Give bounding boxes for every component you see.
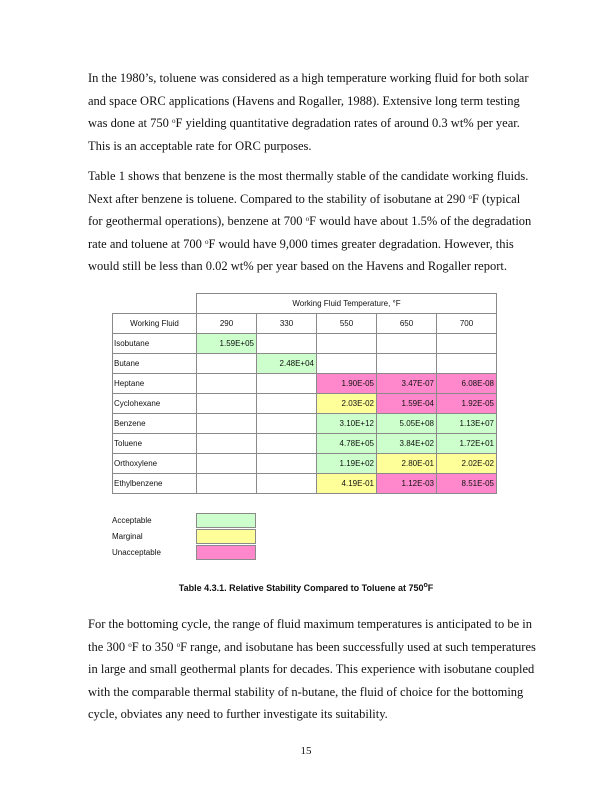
stability-value-cell: 2.03E-02 xyxy=(317,394,377,414)
stability-value-cell: 1.92E-05 xyxy=(437,394,497,414)
legend-swatch xyxy=(196,529,256,544)
fluid-name-cell: Isobutane xyxy=(113,334,197,354)
text-line: would still be less than 0.02 wt% per year based on the Havens and Rogaller report. xyxy=(88,259,507,273)
text-segment: was done at 750 xyxy=(88,116,173,130)
stability-value-cell: 1.19E+02 xyxy=(317,454,377,474)
fluid-name-cell: Ethylbenzene xyxy=(113,474,197,494)
table-super-header: Working Fluid Temperature, °F xyxy=(197,294,497,314)
stability-value-cell: 3.47E-07 xyxy=(377,374,437,394)
legend-label: Marginal xyxy=(112,532,143,541)
stability-value-cell: 2.48E+04 xyxy=(257,354,317,374)
paragraph-bottoming-cycle xyxy=(88,613,536,726)
stability-value-cell xyxy=(257,394,317,414)
table-caption xyxy=(0,583,612,593)
fluid-name-cell: Cyclohexane xyxy=(113,394,197,414)
table-header-working-fluid: Working Fluid xyxy=(113,314,197,334)
stability-value-cell xyxy=(257,334,317,354)
fluid-name-cell: Butane xyxy=(113,354,197,374)
legend-label: Unacceptable xyxy=(112,548,161,557)
fluid-name-cell: Orthoxylene xyxy=(113,454,197,474)
table-header-temperature: 290 xyxy=(197,314,257,334)
stability-value-cell: 6.08E-08 xyxy=(437,374,497,394)
stability-value-cell: 1.12E-03 xyxy=(377,474,437,494)
stability-value-cell: 8.51E-05 xyxy=(437,474,497,494)
stability-value-cell: 4.19E-01 xyxy=(317,474,377,494)
stability-value-cell xyxy=(197,374,257,394)
stability-value-cell: 5.05E+08 xyxy=(377,414,437,434)
degree-superscript: o xyxy=(423,582,428,589)
degree-superscript: o xyxy=(468,192,472,201)
stability-value-cell xyxy=(437,334,497,354)
stability-value-cell xyxy=(257,374,317,394)
text-line xyxy=(88,210,532,233)
table-row xyxy=(113,374,497,394)
text-line: This is an acceptable rate for ORC purposes. xyxy=(88,138,312,153)
text-line: with the comparable thermal stability of n-butane, the fluid of choice for the bottoming xyxy=(88,684,524,699)
text-segment: F would have about 1.5% of the degradation xyxy=(309,214,532,228)
degree-superscript: o xyxy=(176,640,181,649)
stability-value-cell: 1.90E-05 xyxy=(317,374,377,394)
text-line: In the 1980’s, toluene was considered as a high temperature working fluid for both solar xyxy=(88,71,529,85)
text-line xyxy=(88,636,536,659)
table-row xyxy=(113,394,497,414)
text-segment: Table 4.3.1. Relative Stability Compared to Toluene at 750 xyxy=(178,583,424,593)
table-header-temperature: 650 xyxy=(377,314,437,334)
stability-value-cell xyxy=(257,414,317,434)
legend-label: Acceptable xyxy=(112,516,152,525)
stability-value-cell xyxy=(317,334,377,354)
stability-value-cell: 1.72E+01 xyxy=(437,434,497,454)
text-line xyxy=(88,233,528,256)
stability-value-cell xyxy=(197,454,257,474)
degree-superscript: o xyxy=(172,117,176,125)
stability-value-cell xyxy=(197,434,257,454)
text-segment: rate and toluene at 700 xyxy=(88,236,205,251)
stability-value-cell: 1.59E-04 xyxy=(377,394,437,414)
stability-value-cell xyxy=(197,394,257,414)
text-segment: F to 350 xyxy=(131,639,177,654)
stability-value-cell xyxy=(257,434,317,454)
table-row xyxy=(113,334,497,354)
table-corner-blank xyxy=(113,294,197,314)
table-header-temperature: 700 xyxy=(437,314,497,334)
degree-superscript: o xyxy=(204,237,209,246)
text-segment: F range, and isobutane has been successfully used at such temperatures xyxy=(180,639,536,654)
text-line: Table 1 shows that benzene is the most thermally stable of the candidate working fluids. xyxy=(88,169,529,183)
table-row xyxy=(113,454,497,474)
text-segment: the 300 xyxy=(88,639,129,654)
text-line xyxy=(88,112,528,135)
paragraph-toluene-history xyxy=(88,67,528,157)
stability-value-cell: 1.59E+05 xyxy=(197,334,257,354)
text-segment: For the bottoming cycle, the range of fluid maximum temperatures is anticipated to be in xyxy=(88,617,532,631)
text-segment: for geothermal operations), benzene at 700 xyxy=(88,214,306,228)
text-line: cycle, obviates any need to further investigate its suitability. xyxy=(88,707,388,721)
degree-superscript: o xyxy=(305,215,310,223)
table-row xyxy=(113,414,497,434)
paragraph-stability-comparison xyxy=(88,165,532,278)
stability-value-cell xyxy=(257,474,317,494)
stability-value-cell: 4.78E+05 xyxy=(317,434,377,454)
stability-value-cell xyxy=(257,454,317,474)
page-number: 15 xyxy=(300,745,312,757)
table-row xyxy=(113,474,497,494)
text-segment: Next after benzene is toluene. Compared to the stability of isobutane at 290 xyxy=(88,191,469,206)
legend-swatch xyxy=(196,545,256,560)
text-line xyxy=(88,613,532,636)
stability-value-cell: 2.02E-02 xyxy=(437,454,497,474)
table-header-temperature: 330 xyxy=(257,314,317,334)
text-segment: F (typical xyxy=(471,191,521,206)
text-segment: F yielding quantitative degradation rates of around 0.3 wt% per year. xyxy=(175,116,520,130)
legend-swatch xyxy=(196,513,256,528)
stability-value-cell xyxy=(377,354,437,374)
stability-value-cell: 2.80E-01 xyxy=(377,454,437,474)
text-line xyxy=(88,188,528,211)
stability-value-cell xyxy=(197,354,257,374)
stability-value-cell xyxy=(317,354,377,374)
text-segment: F xyxy=(427,583,434,593)
text-line: and space ORC applications (Havens and Rogaller, 1988). Extensive long term testing xyxy=(88,93,520,108)
stability-value-cell xyxy=(377,334,437,354)
stability-value-cell xyxy=(197,414,257,434)
degree-superscript: o xyxy=(128,640,132,649)
stability-value-cell xyxy=(197,474,257,494)
text-segment: F would have 9,000 times greater degradation. However, this xyxy=(208,236,514,251)
stability-value-cell: 1.13E+07 xyxy=(437,414,497,434)
table-row xyxy=(113,354,497,374)
text-line: in large and small geothermal plants for decades. This experience with isobutane coupled xyxy=(88,662,535,676)
fluid-name-cell: Benzene xyxy=(113,414,197,434)
stability-value-cell: 3.10E+12 xyxy=(317,414,377,434)
stability-value-cell: 3.84E+02 xyxy=(377,434,437,454)
fluid-name-cell: Heptane xyxy=(113,374,197,394)
stability-value-cell xyxy=(437,354,497,374)
fluid-name-cell: Toluene xyxy=(113,434,197,454)
table-header-temperature: 550 xyxy=(317,314,377,334)
table-row xyxy=(113,434,497,454)
stability-table xyxy=(112,293,497,494)
